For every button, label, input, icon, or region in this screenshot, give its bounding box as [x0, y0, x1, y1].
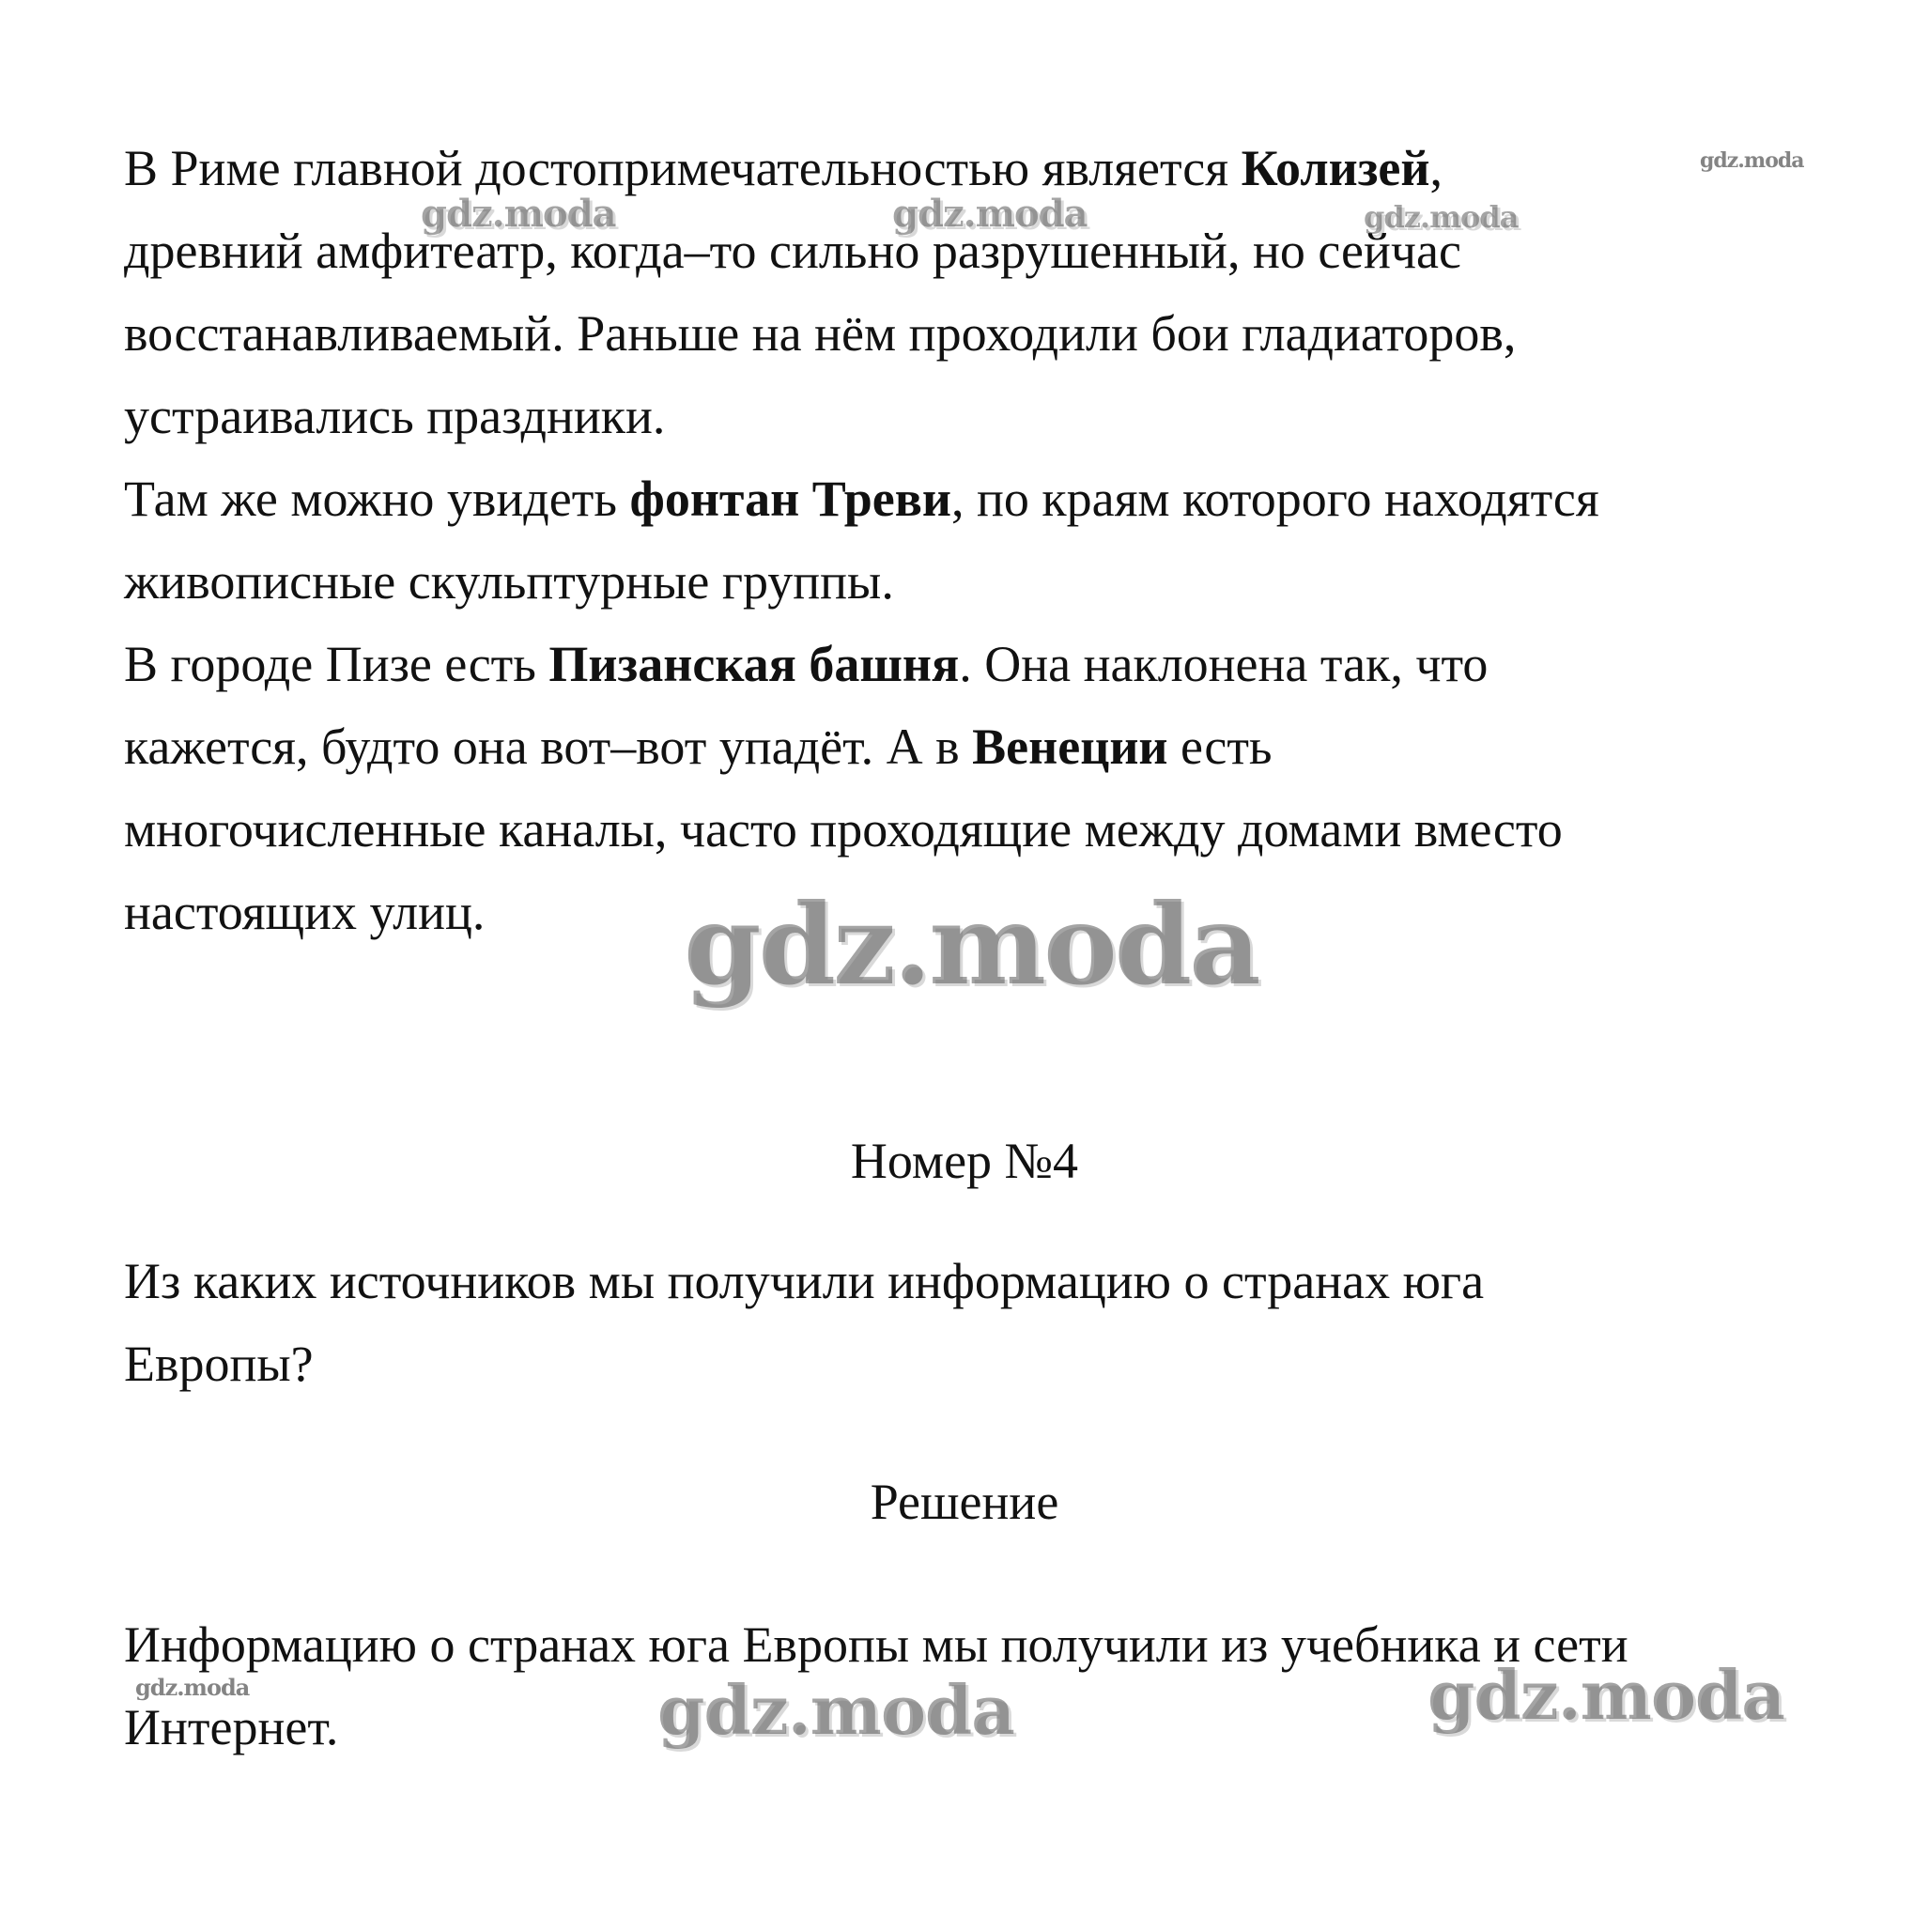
text-line: Из каких источников мы получили информацию о странах юга: [124, 1253, 1485, 1309]
bold-term-colosseum: Колизей: [1241, 140, 1430, 196]
text-run: кажется, будто она вот–вот упадёт. А в: [124, 719, 973, 775]
text-run: В городе Пизе есть: [124, 636, 549, 692]
watermark-logo: gdz.moda: [657, 1670, 1014, 1750]
text-run: . Она наклонена так, что: [959, 636, 1489, 692]
text-line: устраивались праздники.: [124, 388, 666, 444]
solution-heading: Решение: [870, 1474, 1059, 1530]
text-line: Информацию о странах юга Европы мы получили из учебника и сети: [124, 1616, 1628, 1673]
watermark-logo: gdz.moda: [1364, 199, 1519, 235]
watermark-logo: gdz.moda: [1427, 1655, 1784, 1735]
text-run: ,: [1429, 140, 1443, 196]
text-run: Там же можно увидеть: [124, 471, 630, 527]
text-line: [124, 457, 1814, 540]
text-run: В Риме главной достопримечательностью является: [124, 140, 1242, 196]
task-question: [124, 1240, 1814, 1405]
text-line: Интернет.: [124, 1699, 339, 1755]
text-line: Европы?: [124, 1336, 314, 1392]
text-line: живописные скульптурные группы.: [124, 553, 894, 610]
bold-term-venice: Венеции: [972, 719, 1168, 775]
text-line: настоящих улиц.: [124, 884, 486, 940]
watermark-logo: gdz.moda: [421, 192, 616, 236]
solution-answer: [124, 1603, 1814, 1769]
text-line: [124, 705, 1814, 788]
task-heading: Номер №4: [850, 1133, 1079, 1189]
watermark-logo: gdz.moda: [135, 1674, 250, 1701]
text-line: [124, 127, 1814, 209]
answer-paragraph-italy: [124, 127, 1814, 953]
watermark-logo: gdz.moda: [684, 879, 1258, 1010]
bold-term-pisa-tower: Пизанская башня: [548, 636, 960, 692]
watermark-logo: gdz.moda: [1700, 148, 1804, 173]
text-line: [124, 623, 1814, 705]
watermark-logo: gdz.moda: [892, 192, 1088, 236]
text-line: древний амфитеатр, когда–то сильно разрушенный, но сейчас: [124, 223, 1461, 279]
text-run: , по краям которого находятся: [950, 471, 1599, 527]
text-line: многочисленные каналы, часто проходящие между домами вместо: [124, 801, 1563, 858]
text-line: восстанавливаемый. Раньше на нём проходили бои гладиаторов,: [124, 305, 1517, 362]
bold-term-trevi: фонтан Треви: [629, 471, 951, 527]
text-run: есть: [1167, 719, 1273, 775]
